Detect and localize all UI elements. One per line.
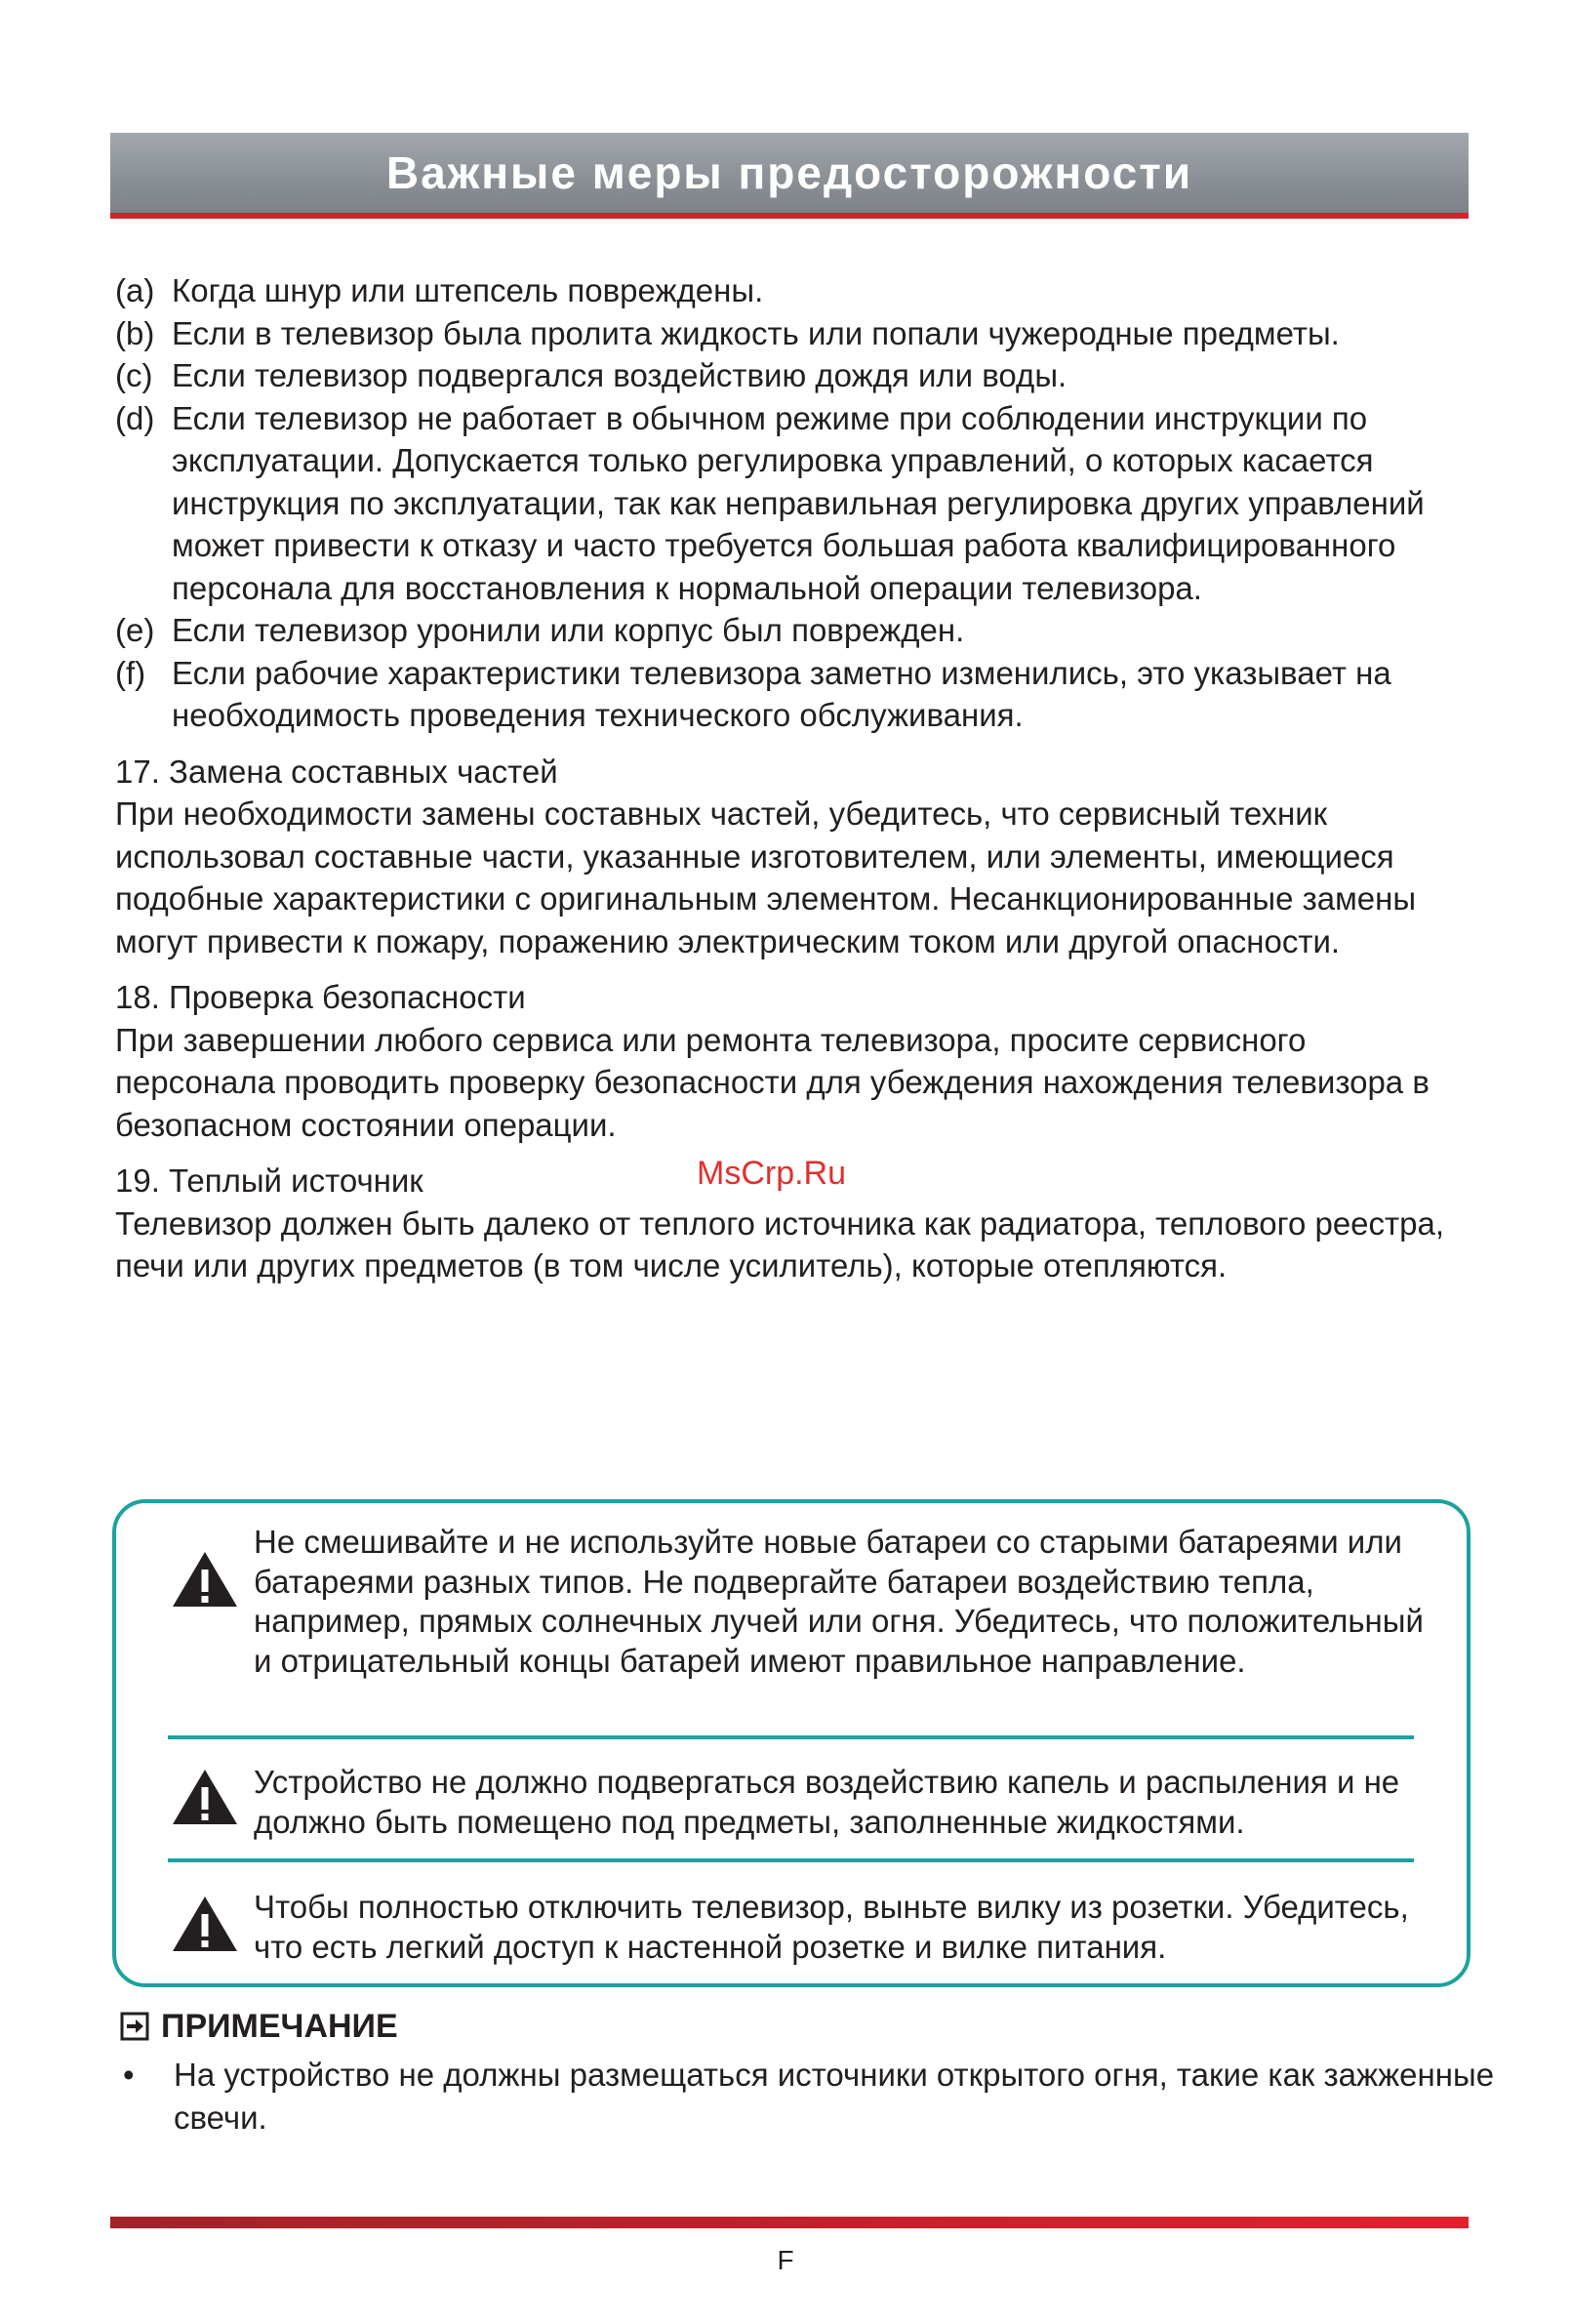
list-item (115, 609, 1471, 652)
list-item (115, 354, 1471, 397)
watermark: MsCrp.Ru (697, 1155, 847, 1192)
section-title: 18. Проверка безопасности (115, 979, 526, 1015)
list-item-text: Если телевизор не работает в обычном режиме при соблюдении инструкции по эксплуатации. Допускается только регулировка управлений, о которых касается инструкция по эксплуатации, так как неправильная регулировка других управлений может привести к отказу и часто требуется большая работа квалифицированного персонала для восстановления к нормальной операции телевизора. (172, 399, 1425, 606)
page-header (110, 133, 1469, 219)
list-item-text: Если телевизор уронили или корпус был поврежден. (172, 612, 965, 648)
list-item (115, 652, 1471, 737)
warning-triangle-icon (171, 1550, 239, 1609)
list-item-label: (b) (115, 314, 155, 351)
list-item (115, 269, 1471, 312)
warning-text: Не смешивайте и не используйте новые батареи со старыми батареями или батареями разных типов. Не подвергайте батареи воздействию тепла, например, прямых солнечных лучей или огня. Убедитесь, что положительный и отрицательный концы батарей имеют правильное направление. (254, 1524, 1424, 1679)
list-item-label: (f) (115, 654, 146, 691)
bullet: • (123, 2057, 135, 2093)
list-item-text: Если рабочие характеристики телевизора заметно изменились, это указывает на необходимость проведения технического обслуживания. (172, 654, 1391, 733)
list-item-label: (c) (115, 357, 153, 393)
section-title: 17. Замена составных частей (115, 753, 558, 790)
section-body: При завершении любого сервиса или ремонта телевизора, просите сервисного персонала проводить проверку безопасности для убеждения нахождения телевизора в безопасном состоянии операции. (115, 1021, 1430, 1143)
list-item-text: Когда шнур или штепсель повреждены. (172, 272, 764, 308)
warning-triangle-icon (171, 1768, 239, 1826)
list-item-text: Если в телевизор была пролита жидкость или попали чужеродные предметы. (172, 314, 1340, 351)
section-body: Телевизор должен быть далеко от теплого источника как радиатора, теплового реестра, печи или других предметов (в том числе усилитель), которые отепляются. (115, 1204, 1445, 1284)
divider (168, 1858, 1414, 1862)
page-number: F (777, 2245, 794, 2275)
list-item (115, 312, 1471, 355)
divider (168, 1735, 1414, 1739)
list-item-label: (e) (115, 612, 155, 648)
list-item-text: Если телевизор подвергался воздействию дождя или воды. (172, 357, 1067, 393)
section-replacement-parts (115, 751, 1471, 963)
page-title: Важные меры предосторожности (385, 147, 1193, 198)
footer-rule (110, 2217, 1469, 2228)
note-item (121, 2054, 1511, 2139)
list-item (115, 397, 1471, 610)
main-content (115, 269, 1471, 1287)
warning-text: Чтобы полностью отключить телевизор, выньте вилку из розетки. Убедитесь, что есть легкий доступ к настенной розетке и вилке питания. (254, 1889, 1409, 1965)
warning-triangle-icon (171, 1895, 239, 1953)
section-title: 19. Теплый источник (115, 1162, 423, 1199)
warning-text: Устройство не должно подвергаться воздействию капель и распыления и не должно быть помещено под предметы, заполненные жидкостями. (254, 1764, 1400, 1840)
note-title: ПРИМЕЧАНИЕ (161, 2008, 398, 2045)
section-safety-check (115, 976, 1471, 1146)
section-body: При необходимости замены составных частей, убедитесь, что сервисный техник использовал составные части, указанные изготовителем, или элементы, имеющиеся подобные характеристики с оригинальным элементом. Несанкционированные замены могут привести к пожару, поражению электрическим током или другой опасности. (115, 795, 1417, 959)
list-item-label: (a) (115, 272, 155, 308)
note-text: На устройство не должны размещаться источники открытого огня, такие как зажженные свечи. (174, 2057, 1495, 2136)
warning-box (112, 1499, 1470, 1987)
list-item-label: (d) (115, 399, 155, 436)
note-arrow-icon (120, 2012, 149, 2041)
note-heading (120, 2005, 398, 2048)
